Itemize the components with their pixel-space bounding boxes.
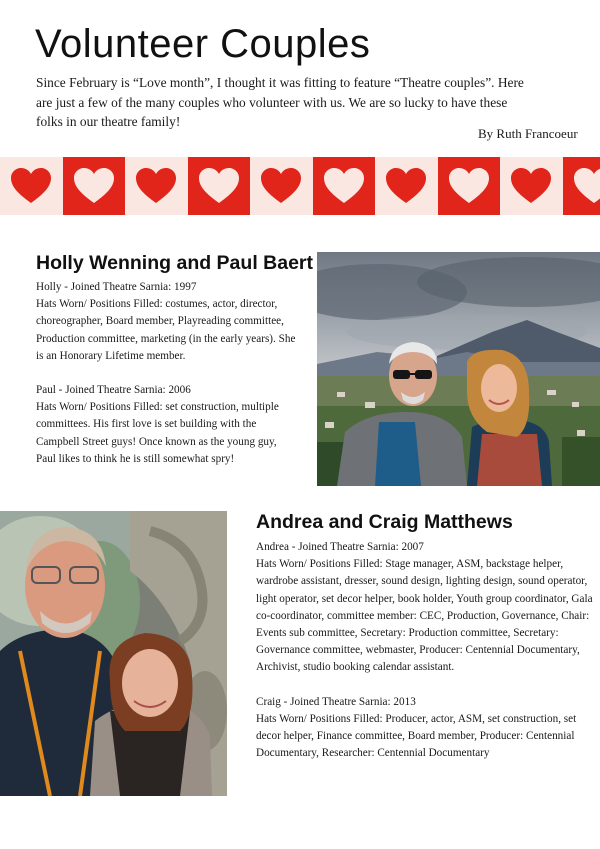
page-title: Volunteer Couples <box>35 22 371 66</box>
heart-icon <box>447 166 491 206</box>
andrea-hats: Hats Worn/ Positions Filled: Stage manager, ASM, backstage helper, wardrobe assistant, dresser, sound design, lighting design, sound operator, light operator, set decor helper, book holder, Youth group coordinator, Gala co-coordinator, committee member: CEC, Production, Governance, Chair: Events sub committee, Secretary: Production committee, Secretary: Governance committee, webmaster, Producer: Centennial Documentary, Archivist, studio booking calendar assistant. <box>256 558 593 674</box>
heart-tile <box>438 157 501 215</box>
heart-icon <box>259 166 303 206</box>
couple1-bio <box>36 279 298 468</box>
couple1-name: Holly Wenning and Paul Baert <box>36 252 314 274</box>
paul-joined: Paul - Joined Theatre Sarnia: 2006 <box>36 384 191 397</box>
craig-hats: Hats Worn/ Positions Filled: Producer, actor, ASM, set construction, set decor helper, Finance committee, Board member, Producer: Centennial Documentary, Researcher: Centennial Documentary <box>256 712 577 760</box>
craig-joined: Craig - Joined Theatre Sarnia: 2013 <box>256 695 416 708</box>
heart-icon <box>509 166 553 206</box>
heart-icon <box>572 166 600 206</box>
heart-icon <box>322 166 366 206</box>
holly-joined: Holly - Joined Theatre Sarnia: 1997 <box>36 281 197 293</box>
couple1-photo <box>317 252 600 486</box>
heart-icon <box>72 166 116 206</box>
heart-tile <box>125 157 188 215</box>
heart-icon <box>134 166 178 206</box>
heart-tile <box>313 157 376 215</box>
heart-tile <box>188 157 251 215</box>
andrea-joined: Andrea - Joined Theatre Sarnia: 2007 <box>256 541 424 553</box>
paul-hats: Hats Worn/ Positions Filled: set construction, multiple committees. His first love is set building with the Campbell Street guys! Once known as the young guy, Paul likes to think he is still somewhat spry! <box>36 401 279 465</box>
heart-icon <box>9 166 53 206</box>
couple2-bio <box>256 539 596 762</box>
heart-tile <box>375 157 438 215</box>
couple2-name: Andrea and Craig Matthews <box>256 511 513 533</box>
holly-hats: Hats Worn/ Positions Filled: costumes, actor, director, choreographer, Board member, Playreading committee, Production committee, marketing (in the early years). She is an Honorary Lifetime member. <box>36 298 296 362</box>
heart-tile <box>563 157 600 215</box>
hearts-banner <box>0 157 600 215</box>
intro-paragraph: Since February is “Love month”, I thought it was fitting to feature “Theatre couples”. Here are just a few of the many couples who volunteer with us. We are so lucky to have these folks in our theatre family! <box>36 75 524 129</box>
heart-tile <box>250 157 313 215</box>
heart-icon <box>197 166 241 206</box>
couple2-photo <box>0 511 227 796</box>
heart-icon <box>384 166 428 206</box>
heart-tile <box>500 157 563 215</box>
byline: By Ruth Francoeur <box>478 126 578 141</box>
heart-tile <box>0 157 63 215</box>
heart-tile <box>63 157 126 215</box>
